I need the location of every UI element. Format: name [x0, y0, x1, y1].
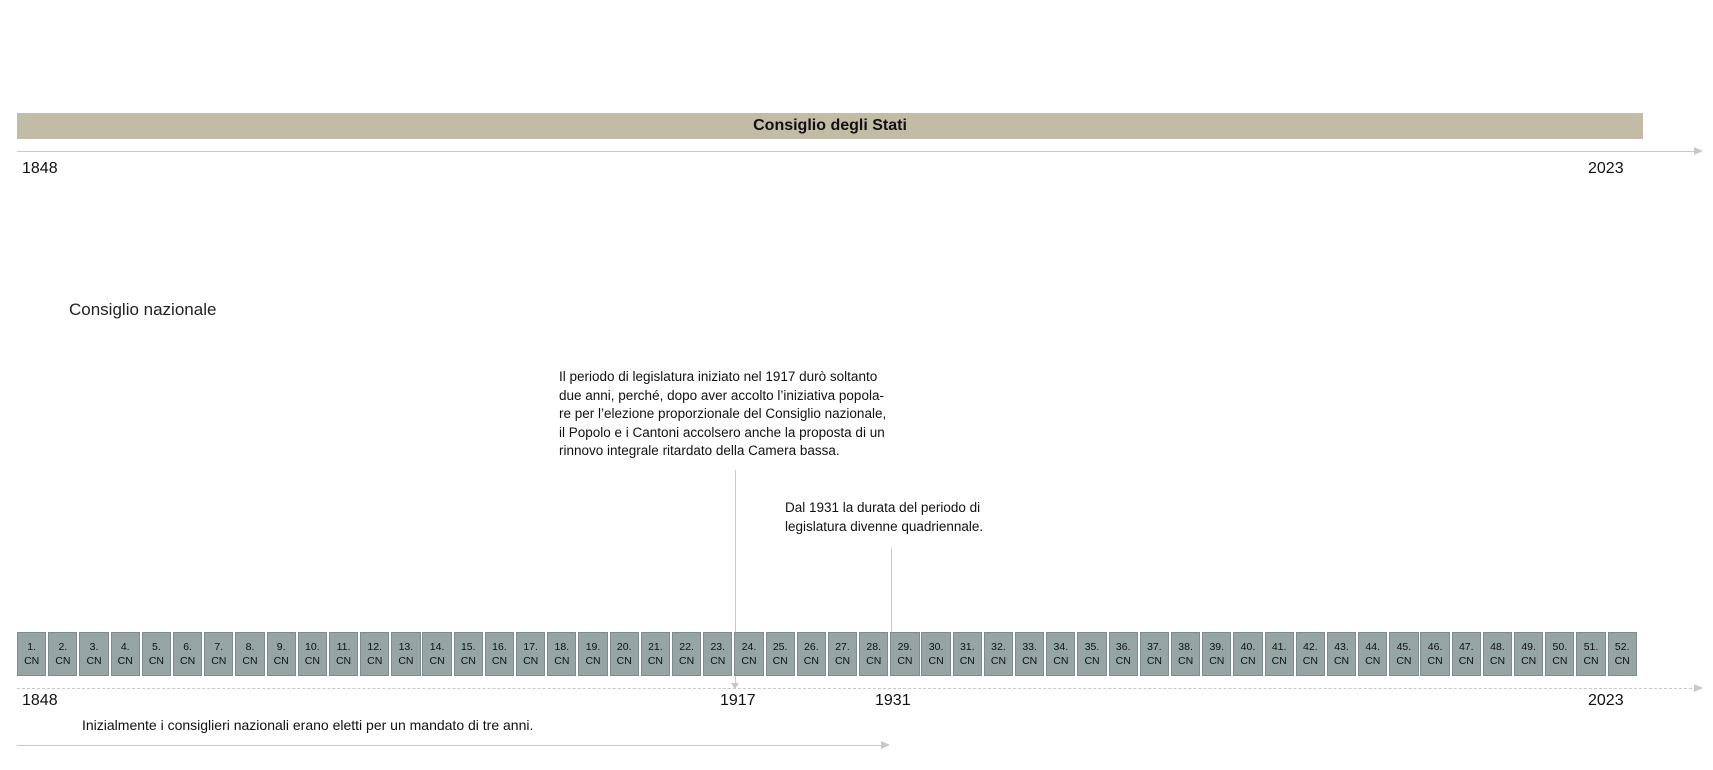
legislature-suffix: CN [741, 655, 757, 667]
legislature-suffix: CN [1271, 655, 1287, 667]
legislature-cell [329, 632, 358, 676]
legislature-number: 52. [1614, 641, 1630, 653]
legislature-number: 47. [1458, 641, 1474, 653]
legislature-cell [672, 632, 701, 676]
legislature-number: 3. [89, 641, 99, 653]
legislature-cell [1483, 632, 1512, 676]
legislature-number: 41. [1271, 641, 1287, 653]
legislature-number: 19. [585, 641, 601, 653]
legislature-suffix: CN [647, 655, 663, 667]
legislature-cell [1389, 632, 1418, 676]
legislature-cell [1420, 632, 1449, 676]
legislature-cell [1233, 632, 1262, 676]
legislature-number: 18. [554, 641, 570, 653]
legislature-cell [267, 632, 296, 676]
national-council-legislatures [17, 632, 1637, 678]
legislature-cell [1327, 632, 1356, 676]
legislature-cell [422, 632, 451, 676]
legislature-cell [734, 632, 763, 676]
legislature-suffix: CN [117, 655, 133, 667]
legislature-cell [890, 632, 919, 676]
legislature-number: 34. [1053, 641, 1069, 653]
legislature-number: 16. [492, 641, 507, 653]
legislature-cell [1265, 632, 1294, 676]
legislature-number: 11. [336, 641, 351, 653]
legislature-cell [797, 632, 826, 676]
legislature-number: 14. [429, 641, 445, 653]
note-initial-term: Inizialmente i consiglieri nazionali erano eletti per un mandato di tre anni. [82, 717, 534, 733]
legislature-suffix: CN [1209, 655, 1225, 667]
legislature-suffix: CN [429, 655, 445, 667]
legislature-cell [1077, 632, 1106, 676]
legislature-number: 4. [120, 641, 130, 653]
legislature-suffix: CN [928, 655, 944, 667]
legislature-suffix: CN [866, 655, 882, 667]
legislature-number: 46. [1427, 641, 1443, 653]
legislature-suffix: CN [1521, 655, 1537, 667]
legislature-suffix: CN [1427, 655, 1443, 667]
legislature-suffix: CN [398, 655, 414, 667]
legislature-number: 24. [741, 641, 757, 653]
legislature-cell [828, 632, 857, 676]
legislature-number: 45. [1396, 641, 1412, 653]
legislature-suffix: CN [772, 655, 788, 667]
cn-marker-1931: 1931 [875, 692, 911, 709]
legislature-number: 26. [804, 641, 819, 653]
legislature-suffix: CN [1178, 655, 1194, 667]
legislature-suffix: CN [148, 655, 164, 667]
note-1917 [559, 368, 939, 461]
legislature-cell [641, 632, 670, 676]
legislature-cell [516, 632, 545, 676]
axis-arrow-icon [1694, 147, 1703, 155]
legislature-suffix: CN [897, 655, 913, 667]
legislature-cell [953, 632, 982, 676]
council-of-states-label: Consiglio degli Stati [753, 117, 907, 134]
legislature-number: 39. [1209, 641, 1225, 653]
note-1931-line: legislatura divenne quadriennale. [785, 518, 984, 534]
legislature-suffix: CN [1552, 655, 1568, 667]
legislature-cell [1046, 632, 1075, 676]
legislature-number: 22. [679, 641, 694, 653]
legislature-cell [1109, 632, 1138, 676]
legislature-suffix: CN [242, 655, 258, 667]
stati-end-year: 2023 [1588, 160, 1624, 177]
legislature-suffix: CN [491, 655, 508, 667]
legislature-number: 9. [276, 641, 286, 653]
legislature-number: 38. [1178, 641, 1193, 653]
legislature-suffix: CN [1302, 655, 1318, 667]
note-1917-line: Il periodo di legislatura iniziato nel 1917 durò soltanto [559, 369, 878, 384]
national-council-axis [17, 688, 1697, 689]
stati-start-year: 1848 [22, 160, 58, 177]
legislature-suffix: CN [335, 655, 352, 667]
legislature-suffix: CN [1396, 655, 1412, 667]
legislature-number: 6. [183, 641, 192, 653]
legislature-number: 36. [1115, 641, 1131, 653]
legislature-suffix: CN [679, 655, 695, 667]
legislature-suffix: CN [1146, 655, 1162, 667]
legislature-cell [1015, 632, 1044, 676]
note-1931-line: Dal 1931 la durata del periodo di [785, 500, 981, 515]
legislature-cell [142, 632, 171, 676]
legislature-number: 29. [897, 641, 913, 653]
national-council-title: Consiglio nazionale [69, 300, 217, 319]
note-1917-line: re per l’elezione proporzionale del Consiglio nazionale, [559, 406, 887, 421]
legislature-cell [235, 632, 264, 676]
legislature-cell [111, 632, 140, 676]
legislature-suffix: CN [273, 655, 289, 667]
legislature-cell [204, 632, 233, 676]
legislature-number: 21. [648, 641, 663, 653]
legislature-cell [1608, 632, 1637, 676]
connector-1931 [891, 548, 892, 636]
legislature-number: 12. [367, 641, 383, 653]
legislature-suffix: CN [990, 655, 1007, 667]
legislature-cell [454, 632, 483, 676]
legislature-suffix: CN [55, 655, 71, 667]
legislature-suffix: CN [24, 655, 40, 667]
note-1917-line: rinnovo integrale ritardato della Camera bassa. [559, 443, 840, 458]
legislature-cell [578, 632, 607, 676]
legislature-number: 17. [523, 641, 538, 653]
legislature-cell [1514, 632, 1543, 676]
legislature-number: 37. [1147, 641, 1162, 653]
legislature-number: 5. [152, 641, 161, 653]
legislature-number: 43. [1334, 641, 1349, 653]
council-of-states-bar [17, 113, 1643, 139]
legislature-suffix: CN [460, 655, 476, 667]
legislature-cell [298, 632, 327, 676]
legislature-suffix: CN [585, 655, 601, 667]
legislature-number: 33. [1022, 641, 1037, 653]
legislature-cell [48, 632, 77, 676]
legislature-suffix: CN [523, 655, 539, 667]
legislature-number: 32. [991, 641, 1006, 653]
legislature-cell [984, 632, 1013, 676]
legislature-number: 2. [58, 641, 68, 653]
cn-start-year: 1848 [22, 692, 58, 709]
legislature-number: 31. [959, 641, 975, 653]
legislature-suffix: CN [1240, 655, 1256, 667]
note-1917-line: il Popolo e i Cantoni accolsero anche la proposta di un [559, 424, 885, 440]
legislature-suffix: CN [1365, 655, 1381, 667]
legislature-suffix: CN [616, 655, 632, 667]
legislature-number: 7. [214, 641, 224, 653]
legislature-cell [859, 632, 888, 676]
legislature-number: 25. [772, 641, 788, 653]
legislature-suffix: CN [180, 655, 196, 667]
legislature-number: 27. [835, 641, 850, 653]
initial-term-axis [17, 745, 885, 746]
legislature-cell [17, 632, 46, 676]
legislature-number: 8. [245, 641, 255, 653]
legislature-suffix: CN [1333, 655, 1350, 667]
legislature-cell [1452, 632, 1481, 676]
legislature-suffix: CN [959, 655, 975, 667]
legislature-suffix: CN [304, 655, 320, 667]
legislature-number: 28. [866, 641, 882, 653]
legislature-suffix: CN [803, 655, 819, 667]
legislature-number: 20. [616, 641, 632, 653]
cn-marker-1917: 1917 [720, 692, 756, 709]
legislature-number: 44. [1365, 641, 1381, 653]
legislature-number: 49. [1521, 641, 1536, 653]
legislature-number: 51. [1583, 641, 1599, 653]
axis-arrow-icon [1694, 684, 1703, 692]
note-1931 [785, 499, 1045, 536]
legislature-number: 23. [710, 641, 726, 653]
legislature-cell [1576, 632, 1605, 676]
legislature-cell [173, 632, 202, 676]
legislature-number: 48. [1490, 641, 1505, 653]
legislature-suffix: CN [1489, 655, 1506, 667]
legislature-suffix: CN [1084, 655, 1100, 667]
legislature-suffix: CN [710, 655, 726, 667]
legislature-suffix: CN [1115, 655, 1131, 667]
legislature-suffix: CN [1614, 655, 1630, 667]
legislature-cell [1171, 632, 1200, 676]
legislature-suffix: CN [211, 655, 227, 667]
legislature-cell [1545, 632, 1574, 676]
legislature-number: 30. [928, 641, 944, 653]
legislature-suffix: CN [1053, 655, 1069, 667]
legislature-suffix: CN [1583, 655, 1599, 667]
legislature-number: 40. [1240, 641, 1256, 653]
legislature-cell [1296, 632, 1325, 676]
legislature-suffix: CN [367, 655, 383, 667]
legislature-cell [360, 632, 389, 676]
legislature-cell [79, 632, 108, 676]
legislature-cell [610, 632, 639, 676]
legislature-suffix: CN [834, 655, 851, 667]
legislature-cell [703, 632, 732, 676]
note-1917-line: due anni, perché, dopo aver accolto l’iniziativa popola- [559, 387, 884, 403]
legislature-cell [1140, 632, 1169, 676]
legislature-number: 42. [1303, 641, 1318, 653]
legislature-suffix: CN [1022, 655, 1038, 667]
legislature-cell [766, 632, 795, 676]
legislature-number: 50. [1552, 641, 1568, 653]
legislature-cell [485, 632, 514, 676]
cn-end-year: 2023 [1588, 692, 1624, 709]
legislature-number: 15. [460, 641, 476, 653]
council-of-states-axis [17, 151, 1697, 152]
legislature-cell [1358, 632, 1387, 676]
legislature-cell [1202, 632, 1231, 676]
legislature-number: 13. [398, 641, 414, 653]
legislature-cell [547, 632, 576, 676]
legislature-number: 10. [305, 641, 320, 653]
legislature-cell [921, 632, 950, 676]
legislature-suffix: CN [1458, 655, 1474, 667]
legislature-suffix: CN [554, 655, 570, 667]
legislature-suffix: CN [86, 655, 102, 667]
legislature-number: 35. [1084, 641, 1100, 653]
legislature-number: 1. [27, 641, 37, 653]
initial-term-arrow-icon [881, 741, 890, 749]
legislature-cell [391, 632, 420, 676]
